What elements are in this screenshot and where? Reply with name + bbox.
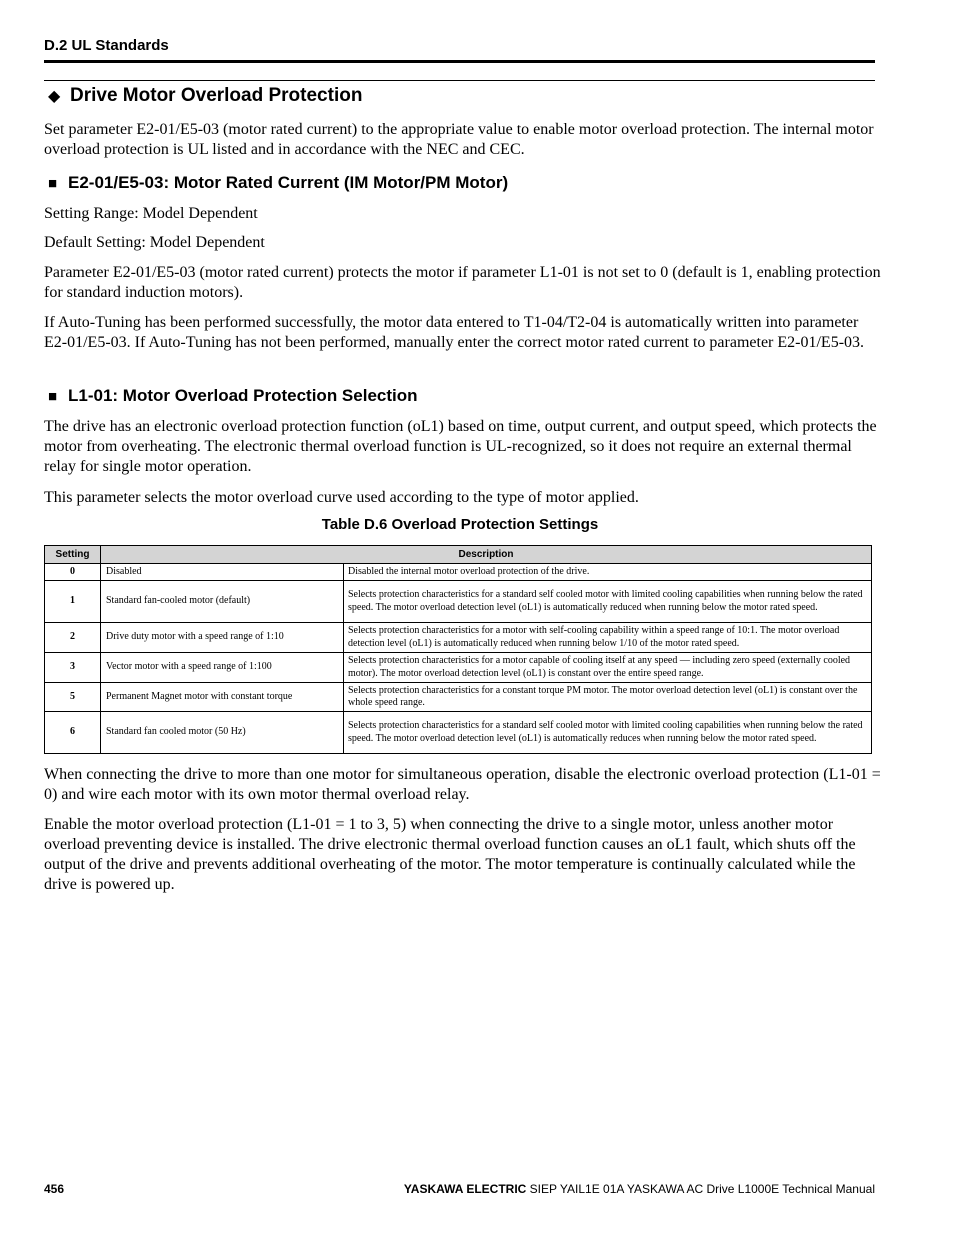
setting-name: Disabled — [101, 564, 344, 581]
setting-name: Permanent Magnet motor with constant torque — [101, 683, 344, 712]
setting-value: 6 — [45, 712, 101, 754]
setting-description: Selects protection characteristics for a standard self cooled motor with limited cooling capabilities when running below the rated speed. The motor overload detection level (oL1) is automatically reduced when running below the motor rated speed. — [344, 581, 872, 623]
setting-name: Vector motor with a speed range of 1:100 — [101, 653, 344, 683]
footer-manual-name: SIEP YAIL1E 01A YASKAWA AC Drive L1000E Technical Manual — [526, 1182, 875, 1196]
setting-value: 3 — [45, 653, 101, 683]
table-row — [45, 564, 872, 581]
setting-description: Selects protection characteristics for a motor with self-cooling capability within a speed range of 10:1. The motor overload detection level (oL1) is automatically reduced when running below 1/10 of the motor rated speed. — [344, 623, 872, 653]
description-column-header: Description — [101, 546, 872, 564]
footer-brand: YASKAWA ELECTRIC — [403, 1182, 527, 1196]
page-number: 456 — [44, 1182, 65, 1196]
l1-paragraph-2: This parameter selects the motor overload curve used according to the type of motor applied. — [44, 489, 639, 506]
e2-default-setting: Default Setting: Model Dependent — [44, 234, 265, 251]
table-row — [45, 712, 872, 754]
setting-description: Selects protection characteristics for a standard self cooled motor with limited cooling capabilities when running below the rated speed. The motor overload detection level (oL1) is automatically reduces when running below the motor rated speed. — [344, 712, 872, 754]
setting-description: Selects protection characteristics for a constant torque PM motor. The motor overload detection level (oL1) is constant over the whole speed range. — [344, 683, 872, 712]
l1-heading-title: L1-01: Motor Overload Protection Selection — [68, 386, 418, 405]
table-row — [45, 683, 872, 712]
e2-paragraph-2: If Auto-Tuning has been performed successfully, the motor data entered to T1-04/T2-04 is automatically written into parameter E2-01/E5-03. If Auto-Tuning has not been performed, manually enter the correct motor rated current to parameter E2-01/E5-03. — [44, 314, 865, 351]
setting-description: Selects protection characteristics for a motor capable of cooling itself at any speed — including zero speed (externally cooled motor). The motor overload detection level (oL1) is constant over the entire speed range. — [344, 653, 872, 683]
header-divider-thick — [44, 60, 875, 63]
footer-manual-title — [404, 1182, 875, 1196]
main-heading — [48, 85, 362, 107]
overload-protection-table — [44, 545, 872, 754]
setting-value: 5 — [45, 683, 101, 712]
main-heading-title: Drive Motor Overload Protection — [70, 85, 363, 106]
e2-paragraph-1: Parameter E2-01/E5-03 (motor rated current) protects the motor if parameter L1-01 is not set to 0 (default is 1, enabling protection for standard induction motors). — [44, 264, 881, 301]
setting-value: 0 — [45, 564, 101, 581]
e2-setting-range: Setting Range: Model Dependent — [44, 205, 258, 222]
setting-name: Standard fan-cooled motor (default) — [101, 581, 344, 623]
setting-name: Standard fan cooled motor (50 Hz) — [101, 712, 344, 754]
square-bullet-icon: ■ — [48, 388, 58, 405]
setting-description: Disabled the internal motor overload protection of the drive. — [344, 564, 872, 581]
table-row — [45, 653, 872, 683]
closing-paragraph-2: Enable the motor overload protection (L1-01 = 1 to 3, 5) when connecting the drive to a single motor, unless another motor overload preventing device is installed. The drive electronic thermal overload function causes an oL1 fault, which shuts off the output of the drive and prevents additional overheating of the motor. The motor temperature is continually calculated while the drive is powered up. — [44, 816, 856, 893]
setting-value: 2 — [45, 623, 101, 653]
header-divider-thin — [44, 80, 875, 81]
section-header: D.2 UL Standards — [44, 37, 169, 54]
closing-paragraph-1: When connecting the drive to more than one motor for simultaneous operation, disable the electronic overload protection (L1-01 = 0) and wire each motor with its own motor thermal overload relay. — [44, 766, 881, 803]
table-caption: Table D.6 Overload Protection Settings — [321, 516, 599, 533]
setting-value: 1 — [45, 581, 101, 623]
setting-name: Drive duty motor with a speed range of 1:10 — [101, 623, 344, 653]
setting-column-header: Setting — [45, 546, 101, 564]
e2-heading — [48, 173, 508, 193]
l1-paragraph-1: The drive has an electronic overload protection function (oL1) based on time, output current, and output speed, which protects the motor from overheating. The electronic thermal overload function is UL-recognized, so it does not require an external thermal relay for single motor operation. — [44, 418, 877, 475]
table-row — [45, 623, 872, 653]
intro-paragraph: Set parameter E2-01/E5-03 (motor rated current) to the appropriate value to enable motor overload protection. The internal motor overload protection is UL listed and in accordance with the NEC and CEC. — [44, 121, 874, 158]
l1-heading — [48, 386, 418, 406]
diamond-bullet-icon: ◆ — [48, 88, 61, 105]
square-bullet-icon: ■ — [48, 175, 58, 192]
table-header-row — [45, 546, 872, 564]
table-row — [45, 581, 872, 623]
e2-heading-title: E2-01/E5-03: Motor Rated Current (IM Motor/PM Motor) — [68, 173, 509, 192]
